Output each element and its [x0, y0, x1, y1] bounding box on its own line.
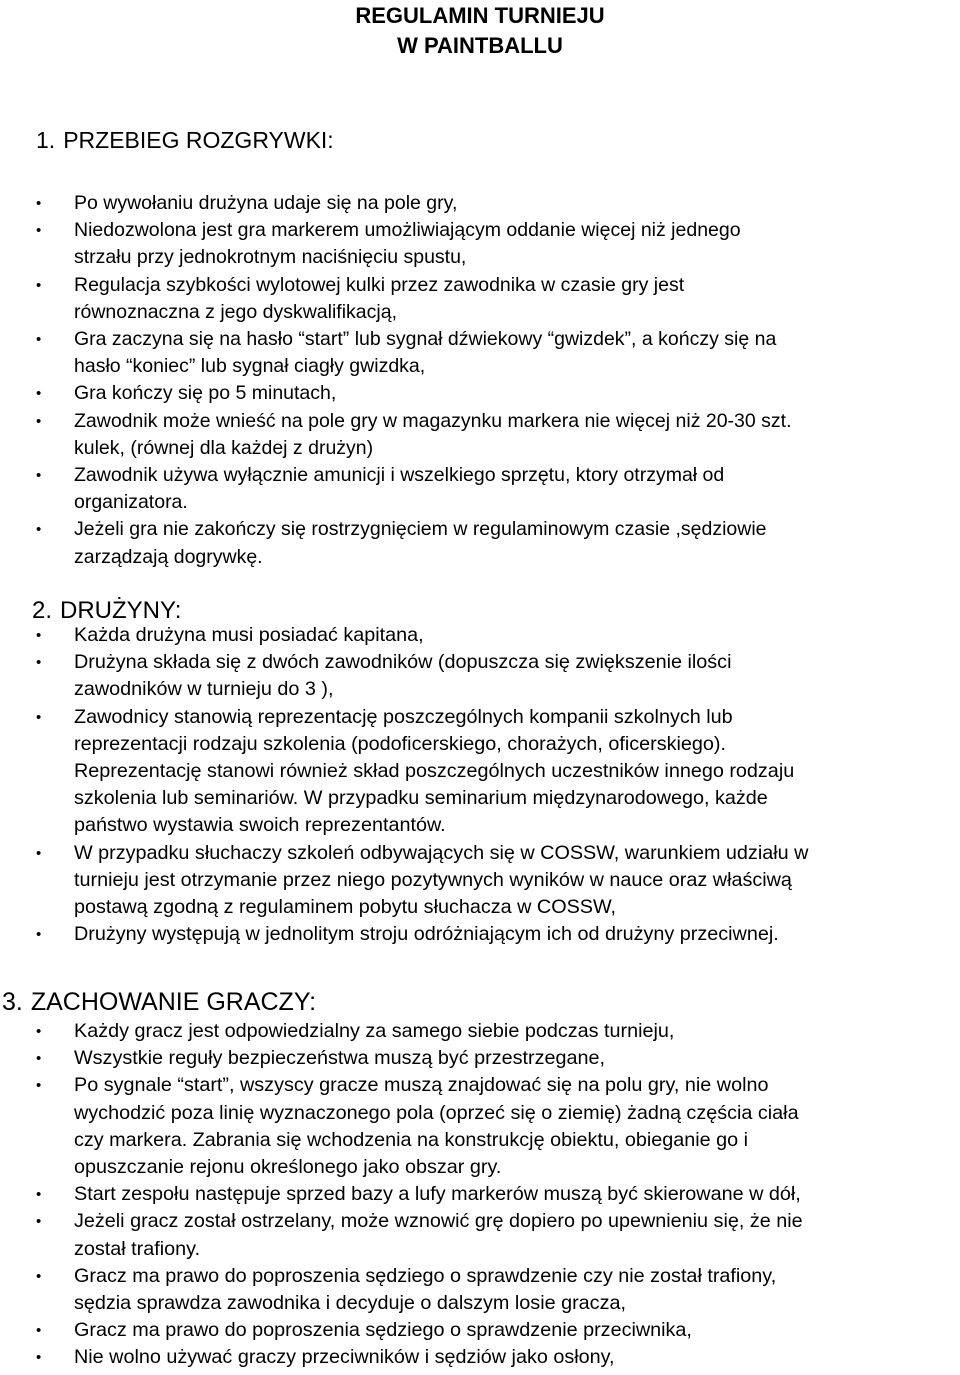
bullet-icon: •	[36, 222, 42, 240]
rule-item	[0, 1072, 960, 1181]
rule-item	[0, 326, 960, 380]
document-title-line-2: W PAINTBALLU	[397, 33, 563, 58]
rule-text-line: opuszczanie rejonu określonego jako obszar gry.	[74, 1156, 502, 1179]
rule-text-line: Nie wolno używać graczy przeciwników i sędziów jako osłony,	[74, 1346, 615, 1369]
rule-item	[0, 1018, 960, 1045]
rule-item	[0, 217, 960, 271]
rule-item	[0, 1317, 960, 1344]
rule-text-line: Zawodnicy stanowią reprezentację poszczególnych kompanii szkolnych lub	[74, 705, 733, 728]
rule-item	[0, 190, 960, 217]
rule-text-line: Zawodnik może wnieść na pole gry w magazynku markera nie więcej niż 20-30 szt.	[74, 409, 792, 432]
rule-item	[0, 380, 960, 407]
bullet-icon: •	[36, 331, 42, 349]
section-1-title: PRZEBIEG ROZGRYWKI:	[63, 127, 334, 153]
rule-text-line: Gra zaczyna się na hasło “start” lub sygnał dźwiekowy “gwizdek”, a kończy się na	[74, 328, 777, 351]
bullet-icon: •	[36, 1050, 42, 1068]
rule-text-line: strzału przy jednokrotnym naciśnięciu spustu,	[74, 246, 467, 269]
bullet-icon: •	[36, 412, 42, 430]
rule-item	[0, 622, 960, 649]
rule-text-line: Reprezentację stanowi również skład poszczególnych uczestników innego rodzaju	[74, 760, 795, 783]
document-title-line-1: REGULAMIN TURNIEJU	[355, 3, 605, 28]
rule-text-line: turnieju jest otrzymanie przez niego pozytywnych wyników w nauce oraz właściwą	[74, 868, 792, 891]
bullet-icon: •	[36, 276, 42, 294]
rule-text-line: Gracz ma prawo do poproszenia sędziego o sprawdzenie przeciwnika,	[74, 1319, 692, 1342]
section-2-number: 2.	[32, 597, 53, 624]
rule-text-line: został trafiony.	[74, 1237, 201, 1260]
rule-text-line: Drużyny występują w jednolitym stroju odróżniającym ich od drużyny przeciwnej.	[74, 923, 779, 946]
rule-text-line: państwo wystawia swoich reprezentantów.	[74, 814, 446, 837]
rule-text-line: Drużyna składa się z dwóch zawodników (dopuszcza się zwiększenie ilości	[74, 651, 732, 674]
section-1-heading	[36, 127, 334, 154]
rule-text-line: czy markera. Zabrania się wchodzenia na konstrukcję obiektu, obieganie go i	[74, 1128, 749, 1151]
rule-item	[0, 516, 960, 570]
rule-text-line: wychodzić poza linię wyznaczonego pola (oprzeć się o ziemię) żadną częścia ciała	[74, 1101, 799, 1124]
bullet-icon: •	[36, 1213, 42, 1231]
bullet-icon: •	[36, 1267, 42, 1285]
section-2-title: DRUŻYNY:	[60, 597, 182, 624]
rule-text-line: reprezentacji rodzaju szkolenia (podoficerskiego, chorażych, oficerskiego).	[74, 732, 726, 755]
rule-text-line: Gracz ma prawo do poproszenia sędziego o sprawdzenie czy nie został trafiony,	[74, 1264, 777, 1287]
section-3-rule-list	[0, 1018, 960, 1372]
rule-text-line: Każda drużyna musi posiadać kapitana,	[74, 624, 424, 646]
bullet-icon: •	[36, 654, 42, 672]
rule-text-line: Regulacja szybkości wylotowej kulki przez zawodnika w czasie gry jest	[74, 273, 685, 296]
bullet-icon: •	[36, 926, 42, 944]
rule-text-line: Jeżeli gracz został ostrzelany, może wznowić grę dopiero po upewnieniu się, że nie	[74, 1210, 803, 1233]
rule-text-line: sędzia sprawdza zawodnika i decyduje o dalszym losie gracza,	[74, 1292, 626, 1315]
section-3-heading	[2, 988, 316, 1017]
bullet-icon: •	[36, 1349, 42, 1367]
bullet-icon: •	[36, 708, 42, 726]
rule-text-line: zawodników w turnieju do 3 ),	[74, 678, 334, 701]
bullet-icon: •	[36, 844, 42, 862]
rule-item	[0, 272, 960, 326]
rule-item	[0, 649, 960, 703]
bullet-icon: •	[36, 627, 42, 644]
rule-item	[0, 408, 960, 462]
rule-text-line: równoznaczna z jego dyskwalifikacją,	[74, 300, 397, 323]
rule-text-line: Start zespołu następuje sprzed bazy a lufy markerów muszą być skierowane w dół,	[74, 1183, 801, 1206]
rule-text-line: postawą zgodną z regulaminem pobytu słuchacza w COSSW,	[74, 896, 617, 919]
bullet-icon: •	[36, 195, 42, 212]
bullet-icon: •	[36, 1023, 42, 1040]
rule-text-line: Po sygnale “start”, wszyscy gracze muszą znajdować się na polu gry, nie wolno	[74, 1074, 769, 1097]
rule-item	[0, 1208, 960, 1262]
rule-text-line: kulek, (równej dla każdej z drużyn)	[74, 436, 374, 459]
rule-text-line: Zawodnik używa wyłącznie amunicji i wszelkiego sprzętu, ktory otrzymał od	[74, 464, 725, 487]
bullet-icon: •	[36, 521, 42, 539]
rule-item	[0, 704, 960, 840]
section-1-number: 1.	[36, 127, 56, 153]
rule-text-line: Każdy gracz jest odpowiedzialny za samego siebie podczas turnieju,	[74, 1020, 675, 1042]
section-2-rule-list	[0, 622, 960, 948]
rule-item	[0, 921, 960, 948]
rule-text-line: Gra kończy się po 5 minutach,	[74, 382, 337, 405]
bullet-icon: •	[36, 385, 42, 403]
section-2-heading	[32, 597, 181, 625]
rule-text-line: Niedozwolona jest gra markerem umożliwiającym oddanie więcej niż jednego	[74, 219, 741, 242]
bullet-icon: •	[36, 467, 42, 485]
rule-text-line: Wszystkie reguły bezpieczeństwa muszą być przestrzegane,	[74, 1047, 606, 1070]
rule-text-line: Po wywołaniu drużyna udaje się na pole gry,	[74, 192, 458, 214]
rule-text-line: Jeżeli gra nie zakończy się rostrzygnięciem w regulaminowym czasie ,sędziowie	[74, 518, 767, 541]
rule-item	[0, 1344, 960, 1371]
rule-text-line: zarządzają dogrywkę.	[74, 545, 263, 568]
section-3-number: 3.	[2, 988, 23, 1016]
rule-text-line: hasło “koniec” lub sygnał ciagły gwizdka,	[74, 355, 426, 378]
rule-item	[0, 840, 960, 922]
rule-item	[0, 1263, 960, 1317]
rule-item	[0, 462, 960, 516]
rule-item	[0, 1045, 960, 1072]
rule-text-line: W przypadku słuchaczy szkoleń odbywających się w COSSW, warunkiem udziału w	[74, 841, 809, 864]
bullet-icon: •	[36, 1186, 42, 1204]
section-3-title: ZACHOWANIE GRACZY:	[30, 988, 317, 1016]
bullet-icon: •	[36, 1322, 42, 1340]
rule-text-line: organizatora.	[74, 491, 188, 514]
section-1-rule-list	[0, 190, 960, 571]
rule-item	[0, 1181, 960, 1208]
rule-text-line: szkolenia lub seminariów. W przypadku seminarium międzynarodowego, każde	[74, 787, 768, 810]
bullet-icon: •	[36, 1077, 42, 1095]
